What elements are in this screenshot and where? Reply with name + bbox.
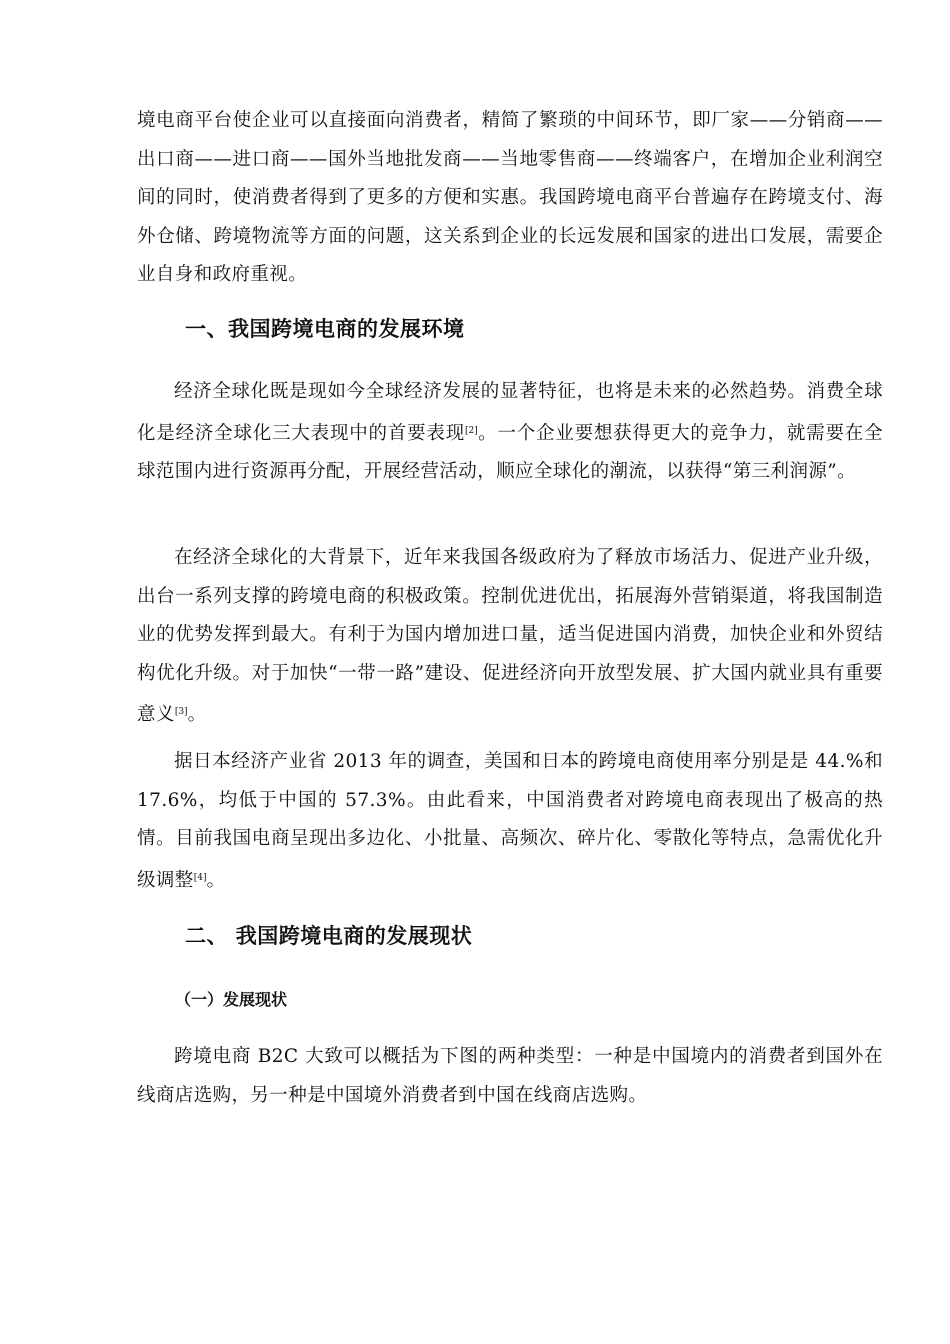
paragraph-text: 。一个企业要想获得更大的竞争力，就需要在全球范围内进行资源再分配，开展经营活动，顺应全球化的潮流，以获得“第三利润源”。 — [137, 422, 883, 482]
paragraph-text: 据日本经济产业省 2013 年的调查，美国和日本的跨境电商使用率分别是是 44.%和 17.6%，均低于中国的 57.3%。由此看来，中国消费者对跨境电商表现出了极高的热情。目前我国电商呈现出多边化、小批量、高频次、碎片化、零散化等特点，急需优化升级调整 — [137, 751, 883, 891]
citation-ref: [2] — [465, 425, 478, 436]
citation-ref: [4] — [193, 872, 207, 883]
paragraph-policy — [137, 539, 883, 735]
paragraph-text: 在经济全球化的大背景下，近年来我国各级政府为了释放市场活力、促进产业升级，出台一系列支撑的跨境电商的积极政策。控制优进优出，拓展海外营销渠道，将我国制造业的优势发挥到最大。有利于为国内增加进口量，适当促进国内消费，加快企业和外贸结构优化升级。对于加快“一带一路”建设、促进经济向开放型发展、扩大国内就业具有重要意义 — [137, 547, 883, 725]
section-heading-current-status: 二、 我国跨境电商的发展现状 — [185, 924, 473, 948]
citation-ref: [3] — [174, 707, 188, 717]
paragraph-text: 。 — [206, 869, 226, 891]
paragraph-survey — [137, 743, 883, 900]
paragraph-text: 。 — [187, 704, 207, 725]
subsection-heading-status: （一）发展现状 — [175, 990, 288, 1009]
paragraph-globalization — [137, 373, 883, 492]
paragraph-b2c-types: 跨境电商 B2C 大致可以概括为下图的两种类型：一种是中国境内的消费者到国外在线商店选购，另一种是中国境外消费者到中国在线商店选购。 — [137, 1046, 883, 1106]
paragraph-intro: 境电商平台使企业可以直接面向消费者，精简了繁琐的中间环节，即厂家——分销商——出口商——进口商——国外当地批发商——当地零售商——终端客户，在增加企业利润空间的同时，使消费者得到了更多的方便和实惠。我国跨境电商平台普遍存在跨境支付、海外仓储、跨境物流等方面的问题，这关系到企业的长远发展和国家的进出口发展，需要企业自身和政府重视。 — [137, 110, 883, 285]
section-heading-development-environment: 一、我国跨境电商的发展环境 — [185, 317, 465, 341]
paragraph-text: 经济全球化既是现如今全球经济发展的显著特征，也将是未来的必然趋势。消费全球化是经济全球化三大表现中的首要表现 — [137, 381, 883, 444]
